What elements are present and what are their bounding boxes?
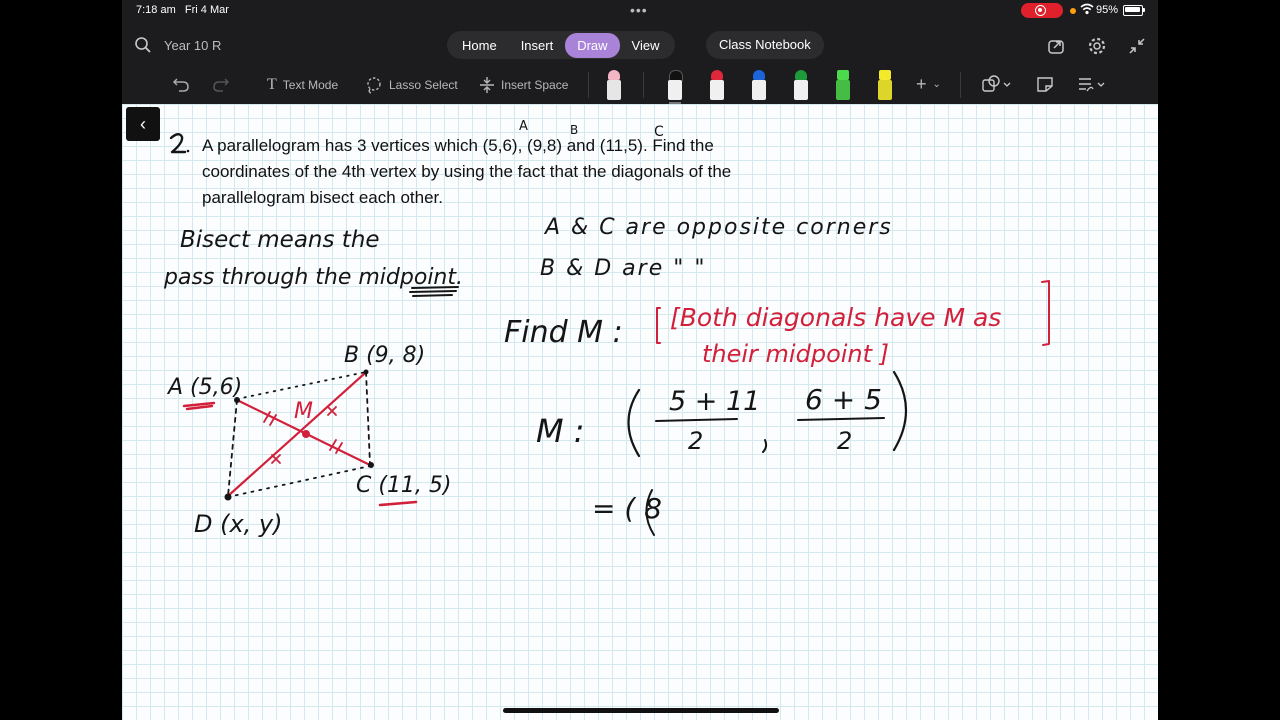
eraser-button[interactable] [604,70,624,100]
black-pen-button[interactable] [665,70,685,100]
search-icon[interactable] [134,36,152,54]
chevron-down-icon: ⌄ [932,79,941,90]
top-bar [122,30,1158,62]
vertex-b-dot [364,370,369,375]
shapes-icon[interactable] [982,75,1012,93]
share-icon[interactable] [1046,36,1066,56]
bracket-right [1042,281,1049,345]
fraction-y-numerator: 6 + 5 [805,383,882,416]
fraction-bar-y [798,418,884,420]
battery-icon [1123,5,1143,16]
mic-indicator-icon [1070,8,1076,14]
screen-recording-icon[interactable] [1021,3,1063,18]
edge-dc [228,466,370,497]
wifi-icon [1080,3,1094,15]
edge-ad [228,400,237,496]
label-b-over-text: B [570,123,579,137]
redo-icon[interactable] [212,75,230,93]
green-pen-button[interactable] [791,70,811,100]
gear-icon[interactable] [1087,36,1107,56]
tab-draw[interactable]: Draw [565,33,619,58]
fraction-bar-x [656,419,737,421]
note-ac-opposite: A & C are opposite corners [545,215,893,240]
fraction-x-denominator: 2 [688,427,704,455]
tab-class-notebook[interactable]: Class Notebook [706,31,824,59]
note-page[interactable] [122,104,1158,720]
yellow-highlighter-button[interactable] [875,70,895,100]
battery-percent: 95% [1096,4,1119,16]
insert-space-icon [479,76,495,94]
note-result: = ( 8 [592,492,662,525]
question-text: A parallelogram has 3 vertices which (5,6), (9,8) and (11,5). Find the coordinates of the 4th vertex by using the fact that the diagonals of the parallelogram bisect each other. [202,136,732,207]
note-find-m: Find M : [504,315,623,350]
vertex-c-dot [368,462,374,468]
edge-ab [237,372,366,399]
insert-space-button[interactable]: Insert Space [479,76,568,94]
note-red-line1: [Both diagonals have M as [670,303,1002,332]
red-pen-button[interactable] [707,70,727,100]
note-red-line2: their midpoint ] [702,340,890,368]
vertex-c-label: C (11, 5) [356,473,452,498]
ink-layer[interactable] [122,104,1158,720]
note-bisect-line2: pass through the midpoint. [164,265,463,290]
ribbon-tabs [447,31,675,59]
text-mode-button[interactable]: T Text Mode [267,76,339,93]
note-bisect-line1: Bisect means the [180,227,380,253]
multitasking-dots-icon[interactable]: ••• [630,2,648,18]
text-cursor-icon: T [267,76,277,93]
m-open-paren [629,390,640,456]
tab-insert[interactable]: Insert [520,37,554,53]
vertex-d-label: D (x, y) [194,510,283,538]
midpoint-label: M [294,399,313,424]
note-bd-opposite: B & D are " " [540,256,707,281]
collapse-icon[interactable] [1127,36,1147,56]
question-number-ink [171,134,185,152]
fraction-y-denominator: 2 [837,427,853,455]
status-time: 7:18 am Fri 4 Mar [136,4,229,16]
lasso-select-button[interactable]: Lasso Select [365,76,458,94]
onenote-app [122,0,1158,720]
label-a-over-text: A [519,119,528,134]
add-pen-button[interactable] [916,74,941,95]
draw-toolbar [122,66,1158,104]
vertex-a-label: A (5,6) [168,375,243,400]
chevron-left-icon: ‹ [140,114,146,134]
label-c-over-text: C [654,124,664,140]
m-comma [763,440,766,452]
vertex-b-label: B (9, 8) [344,343,426,368]
undo-icon[interactable] [172,75,190,93]
plus-icon: + [916,74,927,94]
m-close-paren [894,372,906,450]
tab-view[interactable]: View [631,37,660,53]
edge-bc [366,372,370,464]
notebook-title[interactable]: Year 10 R [164,38,222,53]
status-bar [122,0,1158,22]
lasso-icon [365,76,383,94]
tick-d-m [272,455,280,463]
underline-a [184,403,214,409]
ink-to-shape-icon[interactable] [1036,75,1054,93]
underline-c [380,502,416,505]
note-m-label: M : [536,412,585,450]
ink-to-text-icon[interactable] [1077,75,1107,93]
diagonal-bd [228,374,364,496]
home-indicator[interactable] [503,708,779,713]
tick-m-b [328,407,336,415]
vertex-d-dot [225,494,232,501]
green-highlighter-button[interactable] [833,70,853,100]
blue-pen-button[interactable] [749,70,769,100]
midpoint-dot [302,430,310,438]
bracket-left [657,308,660,343]
tab-home[interactable]: Home [462,37,497,53]
back-button[interactable] [126,107,160,141]
fraction-x-numerator: 5 + 11 [669,386,761,417]
